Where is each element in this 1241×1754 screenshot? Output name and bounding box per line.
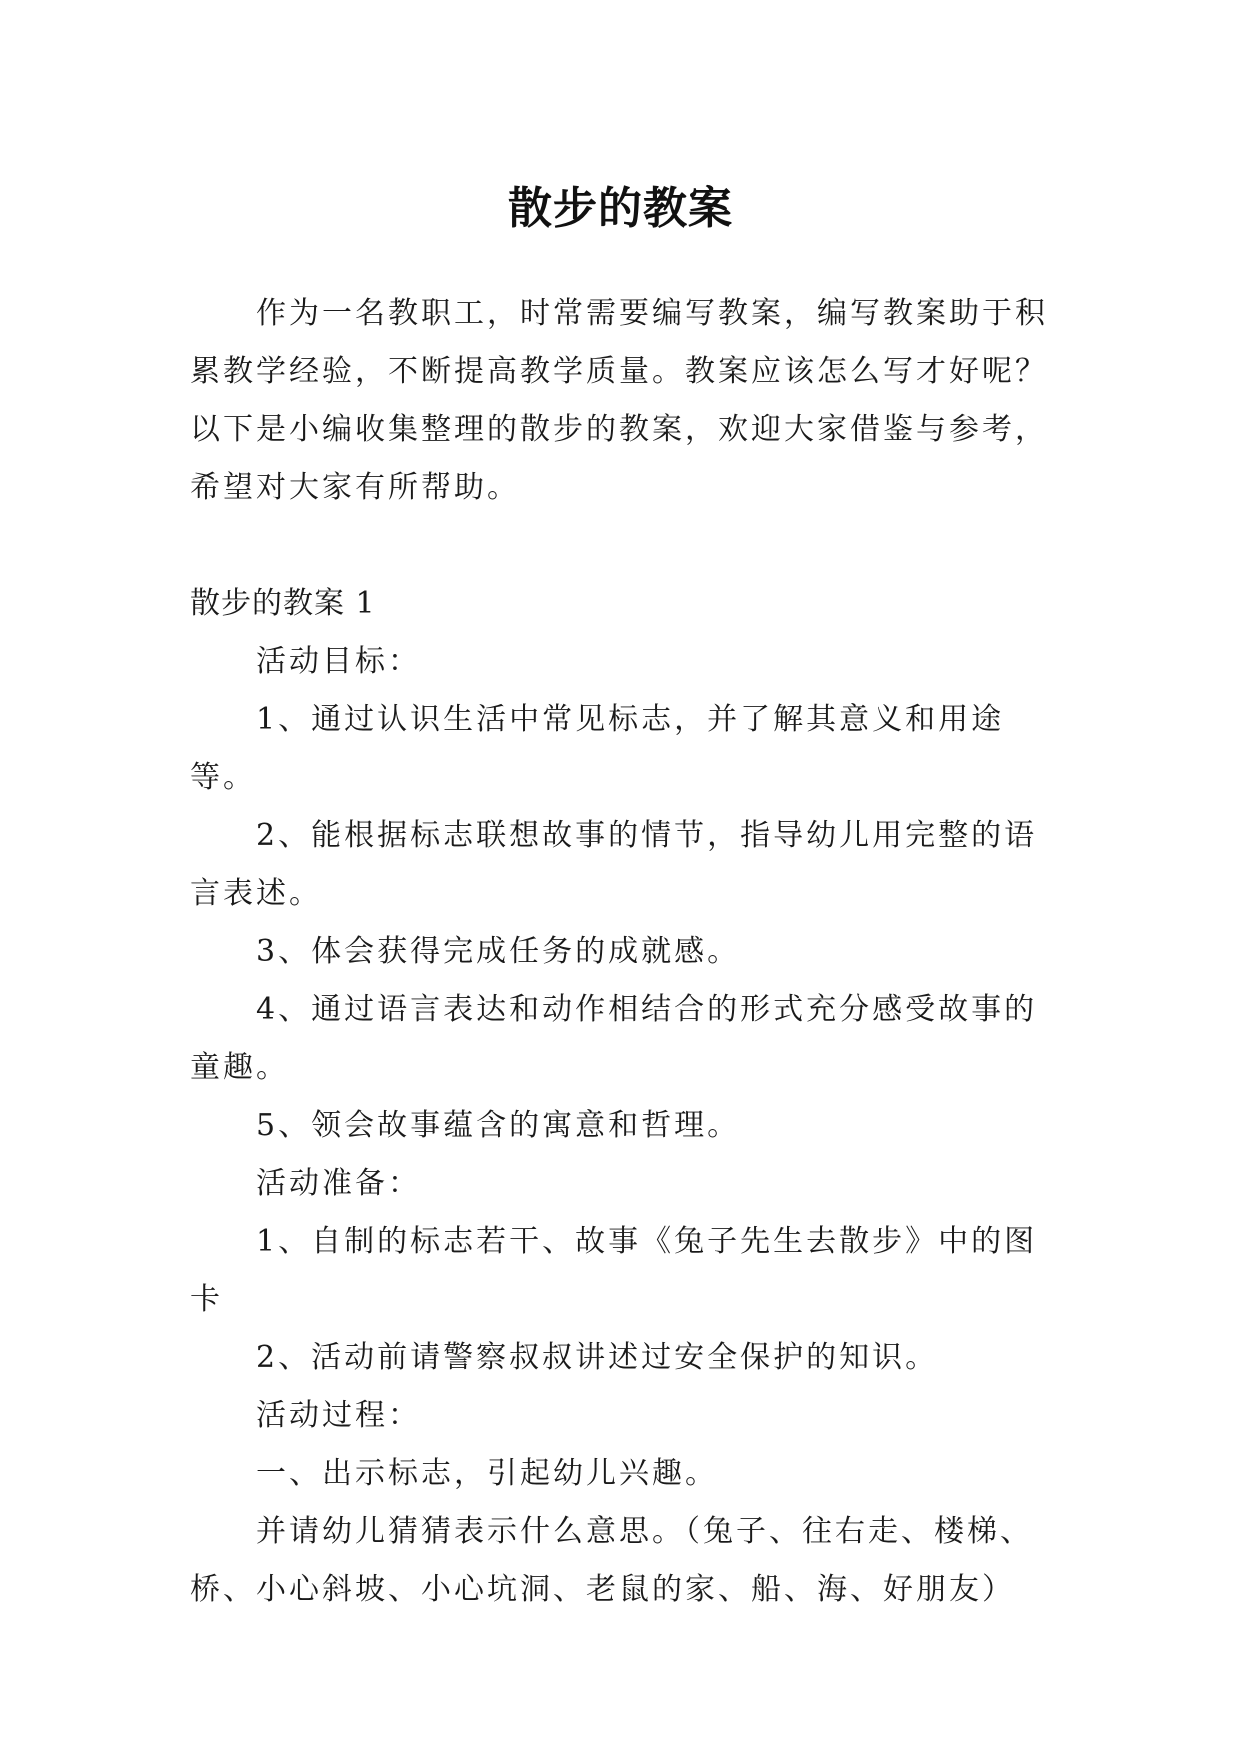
document-title: 散步的教案 <box>508 183 733 235</box>
lesson-plan-section <box>190 575 1070 1619</box>
goal-item: 1、通过认识生活中常见标志，并了解其意义和用途等。 <box>190 702 1005 795</box>
preparation-item: 1、自制的标志若干、故事《兔子先生去散步》中的图卡 <box>190 1224 1038 1317</box>
goals-heading: 活动目标： <box>256 644 421 679</box>
goal-item: 3、体会获得完成任务的成就感。 <box>256 934 741 969</box>
section-heading: 散步的教案 1 <box>190 586 376 621</box>
preparation-item: 2、活动前请警察叔叔讲述过安全保护的知识。 <box>256 1340 939 1375</box>
goal-item: 4、通过语言表达和动作相结合的形式充分感受故事的童趣。 <box>190 992 1038 1085</box>
process-heading: 活动过程： <box>256 1398 421 1433</box>
process-step: 一、出示标志，引起幼儿兴趣。 <box>256 1456 718 1491</box>
process-detail: 并请幼儿猜猜表示什么意思。（兔子、往右走、楼梯、桥、小心斜坡、小心坑洞、老鼠的家、船、海、好朋友） <box>190 1514 1033 1607</box>
preparation-heading: 活动准备： <box>256 1166 421 1201</box>
goal-item: 2、能根据标志联想故事的情节，指导幼儿用完整的语言表述。 <box>190 818 1038 911</box>
goal-item: 5、领会故事蕴含的寓意和哲理。 <box>256 1108 741 1143</box>
intro-paragraph: 作为一名教职工，时常需要编写教案，编写教案助于积累教学经验，不断提高教学质量。教案应该怎么写才好呢？以下是小编收集整理的散步的教案，欢迎大家借鉴与参考，希望对大家有所帮助。 <box>190 296 1048 505</box>
